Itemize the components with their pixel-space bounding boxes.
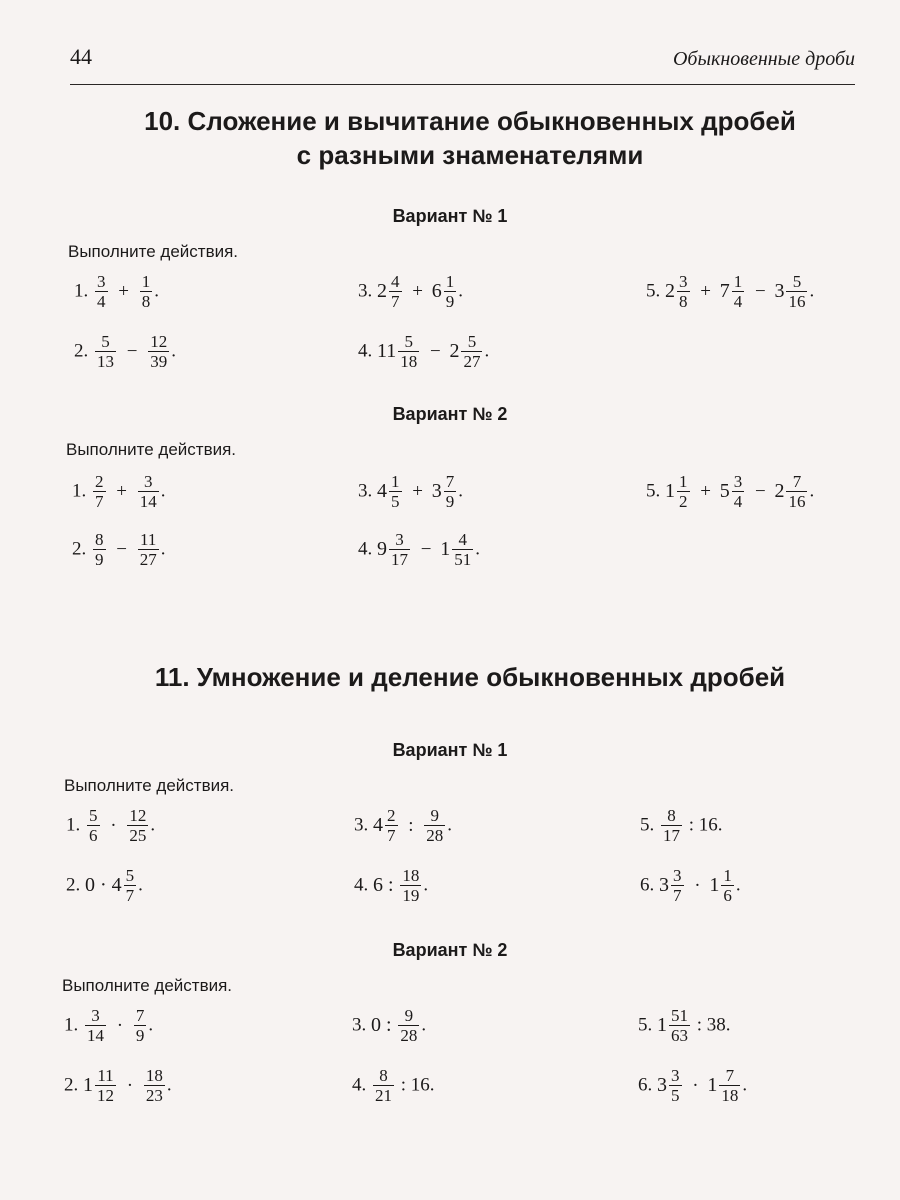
exercise-3: 3. 2 $\frac{4}{7}$ + 6 $\frac{1}{9}$ . (358, 272, 463, 311)
exercise-2: 2. 0 · 4 $\frac{5}{7}$ . (66, 866, 143, 905)
exercise-4: 4. 9 $\frac{3}{17}$ − 1 $\frac{4}{51}$ . (358, 530, 480, 569)
exercise-5: 5. 1 $\frac{51}{63}$ : 38. (638, 1006, 731, 1045)
instruction: Выполните действия. (64, 776, 235, 795)
exercise-2: 2. $\frac{5}{13}$ − $\frac{12}{39}$ . (74, 332, 176, 371)
exercise-2: 2. $\frac{8}{9}$ − $\frac{11}{27}$ . (72, 530, 166, 569)
variant-label: Вариант № 1 (392, 206, 508, 226)
instruction: Выполните действия. (66, 440, 237, 459)
section-10-title-line1: 10. Сложение и вычитание обыкновенных дробей (144, 106, 796, 136)
section-11-title: 11. Умножение и деление обыкновенных дробей (154, 662, 786, 692)
section-10-title-line2: с разными знаменателями (296, 140, 644, 170)
exercise-3: 3. 0 : $\frac{9}{28}$ . (352, 1006, 427, 1045)
exercise-1: 1. $\frac{3}{4}$ + $\frac{1}{8}$ . (74, 272, 159, 311)
page-header (70, 40, 855, 85)
exercise-6: 6. 3 $\frac{3}{7}$ · 1 $\frac{1}{6}$ . (640, 866, 741, 905)
exercise-4: 4. $\frac{8}{21}$ : 16. (352, 1066, 435, 1105)
exercise-1: 1. $\frac{5}{6}$ · $\frac{12}{25}$ . (66, 806, 156, 845)
variant-label: Вариант № 1 (392, 740, 508, 760)
exercise-5: 5. 1 $\frac{1}{2}$ + 5 $\frac{3}{4}$ − 2 $\frac{7}{16}$ . (646, 472, 815, 511)
running-title: Обыкновенные дроби (672, 48, 855, 70)
exercise-1: 1. $\frac{3}{14}$ · $\frac{7}{9}$ . (64, 1006, 154, 1045)
exercise-6: 6. 3 $\frac{3}{5}$ · 1 $\frac{7}{18}$ . (638, 1066, 748, 1105)
exercise-4: 4. 11 $\frac{5}{18}$ − 2 $\frac{5}{27}$ . (358, 332, 490, 371)
exercise-1: 1. $\frac{2}{7}$ + $\frac{3}{14}$ . (72, 472, 166, 511)
exercise-5: 5. 2 $\frac{3}{8}$ + 7 $\frac{1}{4}$ − 3 $\frac{5}{16}$ . (646, 272, 815, 311)
exercise-3: 3. 4 $\frac{2}{7}$ : $\frac{9}{28}$ . (354, 806, 453, 845)
page-number: 44 (70, 44, 92, 69)
variant-label: Вариант № 2 (392, 404, 508, 424)
exercise-4: 4. 6 : $\frac{18}{19}$ . (354, 866, 429, 905)
exercise-2: 2. 1 $\frac{11}{12}$ · $\frac{18}{23}$ . (64, 1066, 172, 1105)
exercise-5: 5. $\frac{8}{17}$ : 16. (640, 806, 723, 845)
instruction: Выполните действия. (68, 242, 239, 261)
instruction: Выполните действия. (62, 976, 233, 995)
exercise-3: 3. 4 $\frac{1}{5}$ + 3 $\frac{7}{9}$ . (358, 472, 463, 511)
variant-label: Вариант № 2 (392, 940, 508, 960)
